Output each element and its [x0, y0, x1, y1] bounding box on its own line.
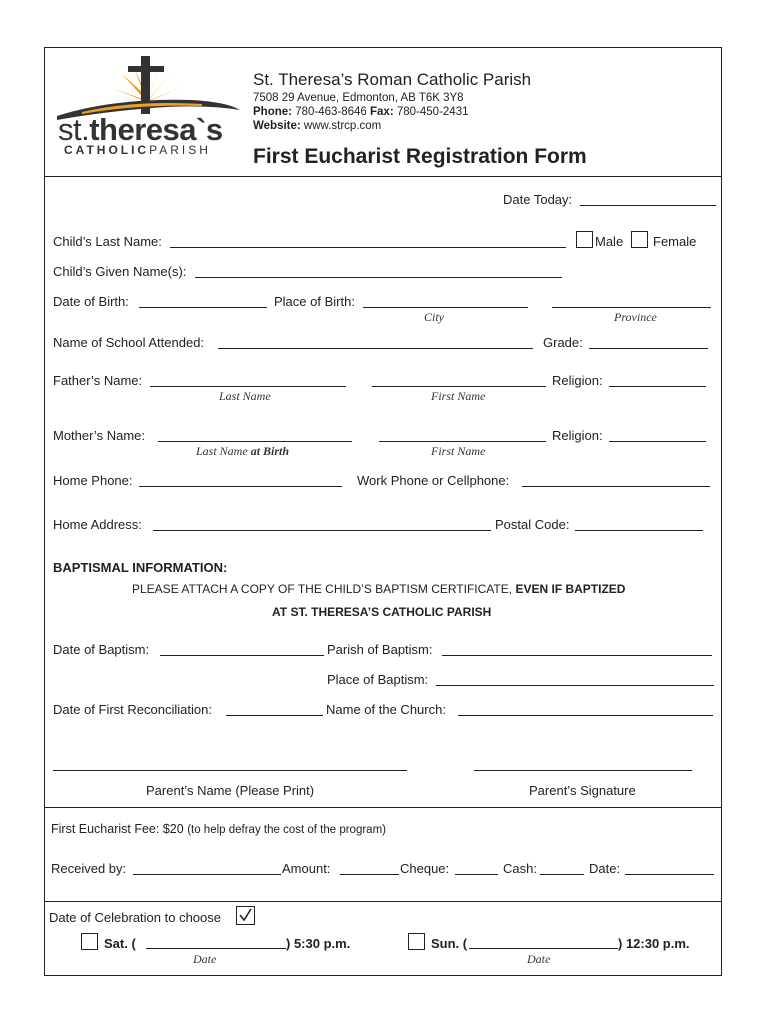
place-of-baptism-label: Place of Baptism:: [327, 672, 429, 687]
logo-parish: PARISH: [149, 143, 211, 157]
cheque-label: Cheque:: [400, 861, 450, 876]
saturday-label: Sat. (: [104, 936, 136, 951]
parent-signature-caption: Parent’s Signature: [529, 783, 636, 798]
first-reconciliation-field[interactable]: [226, 715, 323, 716]
saturday-time: ) 5:30 p.m.: [286, 936, 351, 951]
child-given-names-label: Child’s Given Name(s):: [53, 264, 187, 279]
sunday-checkbox[interactable]: [408, 933, 425, 950]
mother-religion-field[interactable]: [609, 441, 706, 442]
form-title: First Eucharist Registration Form: [253, 145, 587, 168]
logo-word-st: st.: [58, 112, 90, 147]
amount-field[interactable]: [340, 874, 399, 875]
office-divider: [44, 807, 722, 808]
male-label: Male: [595, 234, 624, 249]
date-today-field[interactable]: [580, 205, 716, 206]
first-reconciliation-label: Date of First Reconciliation:: [53, 702, 212, 717]
home-address-label: Home Address:: [53, 517, 142, 532]
work-phone-field[interactable]: [522, 486, 710, 487]
baptism-notice-line2: AT ST. THERESA’S CATHOLIC PARISH: [272, 605, 492, 619]
postal-code-field[interactable]: [575, 530, 703, 531]
sunday-date-caption: Date: [527, 952, 551, 966]
website-url: www.strcp.com: [303, 120, 382, 132]
female-label: Female: [653, 234, 697, 249]
baptism-heading: BAPTISMAL INFORMATION:: [53, 560, 228, 575]
parent-signature-field[interactable]: [474, 770, 692, 771]
date-of-baptism-field[interactable]: [160, 655, 324, 656]
amount-label: Amount:: [282, 861, 331, 876]
father-name-label: Father’s Name:: [53, 373, 143, 388]
home-address-field[interactable]: [153, 530, 491, 531]
celebration-divider: [44, 901, 722, 902]
parish-website-line: [253, 120, 381, 132]
cheque-field[interactable]: [455, 874, 498, 875]
father-religion-field[interactable]: [609, 386, 706, 387]
mother-last-name-field[interactable]: [158, 441, 352, 442]
place-of-baptism-field[interactable]: [436, 685, 714, 686]
birth-city-field[interactable]: [363, 307, 528, 308]
mother-last-name-caption: [196, 444, 289, 459]
child-given-names-field[interactable]: [195, 277, 562, 278]
logo-word-theresa: theresa: [89, 112, 197, 147]
church-name-label: Name of the Church:: [326, 702, 446, 717]
date-of-birth-label: Date of Birth:: [53, 294, 129, 309]
child-last-name-field[interactable]: [170, 247, 566, 248]
mother-first-name-field[interactable]: [379, 441, 546, 442]
saturday-date-field[interactable]: [146, 948, 286, 949]
school-field[interactable]: [218, 348, 533, 349]
grade-field[interactable]: [589, 348, 708, 349]
fee-label: First Eucharist Fee: $20: [51, 822, 184, 836]
baptism-notice-emphasis: EVEN IF BAPTIZED: [515, 582, 626, 596]
home-phone-field[interactable]: [139, 486, 342, 487]
school-label: Name of School Attended:: [53, 335, 205, 350]
parish-of-baptism-field[interactable]: [442, 655, 712, 656]
mother-religion-label: Religion:: [552, 428, 603, 443]
father-first-name-caption: First Name: [431, 389, 486, 403]
child-last-name-label: Child’s Last Name:: [53, 234, 162, 249]
saturday-checkbox[interactable]: [81, 933, 98, 950]
fee-date-label: Date:: [589, 861, 621, 876]
at-birth-caption: at Birth: [250, 444, 290, 458]
fax-number: 780-450-2431: [396, 106, 469, 118]
date-of-birth-field[interactable]: [139, 307, 267, 308]
sunday-label: Sun. (: [431, 936, 468, 951]
father-last-name-caption: Last Name: [219, 389, 271, 403]
father-last-name-field[interactable]: [150, 386, 346, 387]
cash-field[interactable]: [540, 874, 584, 875]
celebration-check-icon: [236, 906, 255, 925]
fee-date-field[interactable]: [625, 874, 714, 875]
received-by-label: Received by:: [51, 861, 127, 876]
grade-label: Grade:: [543, 335, 583, 350]
mother-name-label: Mother’s Name:: [53, 428, 145, 443]
sunday-date-field[interactable]: [469, 948, 618, 949]
parent-name-caption: Parent’s Name (Please Print): [146, 783, 315, 798]
baptism-notice-line1: [132, 582, 625, 596]
sunday-time: ) 12:30 p.m.: [618, 936, 690, 951]
celebration-label: Date of Celebration to choose: [49, 910, 221, 925]
last-name-caption-text: Last Name: [196, 444, 248, 458]
work-phone-label: Work Phone or Cellphone:: [357, 473, 510, 488]
church-name-field[interactable]: [458, 715, 713, 716]
parish-phone-line: [253, 106, 469, 118]
phone-label: Phone:: [253, 106, 292, 118]
male-checkbox[interactable]: [576, 231, 593, 248]
father-religion-label: Religion:: [552, 373, 603, 388]
date-of-baptism-label: Date of Baptism:: [53, 642, 150, 657]
website-label: Website:: [253, 120, 301, 132]
logo-catholic: CATHOLIC: [64, 143, 150, 157]
phone-number: 780-463-8646: [295, 106, 367, 118]
parish-address: 7508 29 Avenue, Edmonton, AB T6K 3Y8: [253, 92, 464, 104]
city-caption: City: [424, 310, 444, 324]
parish-name: St. Theresa’s Roman Catholic Parish: [253, 70, 532, 89]
parent-name-field[interactable]: [53, 770, 407, 771]
father-first-name-field[interactable]: [372, 386, 546, 387]
received-by-field[interactable]: [133, 874, 281, 875]
fee-note: (to help defray the cost of the program): [187, 824, 386, 836]
place-of-birth-label: Place of Birth:: [274, 294, 355, 309]
birth-province-field[interactable]: [552, 307, 711, 308]
header-divider: [44, 176, 722, 177]
fax-label: Fax:: [370, 106, 394, 118]
parish-of-baptism-label: Parish of Baptism:: [327, 642, 433, 657]
logo-word-suffix: `s: [196, 112, 223, 147]
home-phone-label: Home Phone:: [53, 473, 133, 488]
cash-label: Cash:: [503, 861, 537, 876]
fee-line: [51, 822, 386, 836]
date-today-label: Date Today:: [503, 192, 573, 207]
female-checkbox[interactable]: [631, 231, 648, 248]
form-frame: [44, 47, 722, 976]
mother-first-name-caption: First Name: [431, 444, 486, 458]
parish-logo: [52, 54, 242, 164]
baptism-notice-text: PLEASE ATTACH A COPY OF THE CHILD’S BAPTISM CERTIFICATE,: [132, 582, 513, 596]
saturday-date-caption: Date: [193, 952, 217, 966]
province-caption: Province: [614, 310, 657, 324]
postal-code-label: Postal Code:: [495, 517, 570, 532]
